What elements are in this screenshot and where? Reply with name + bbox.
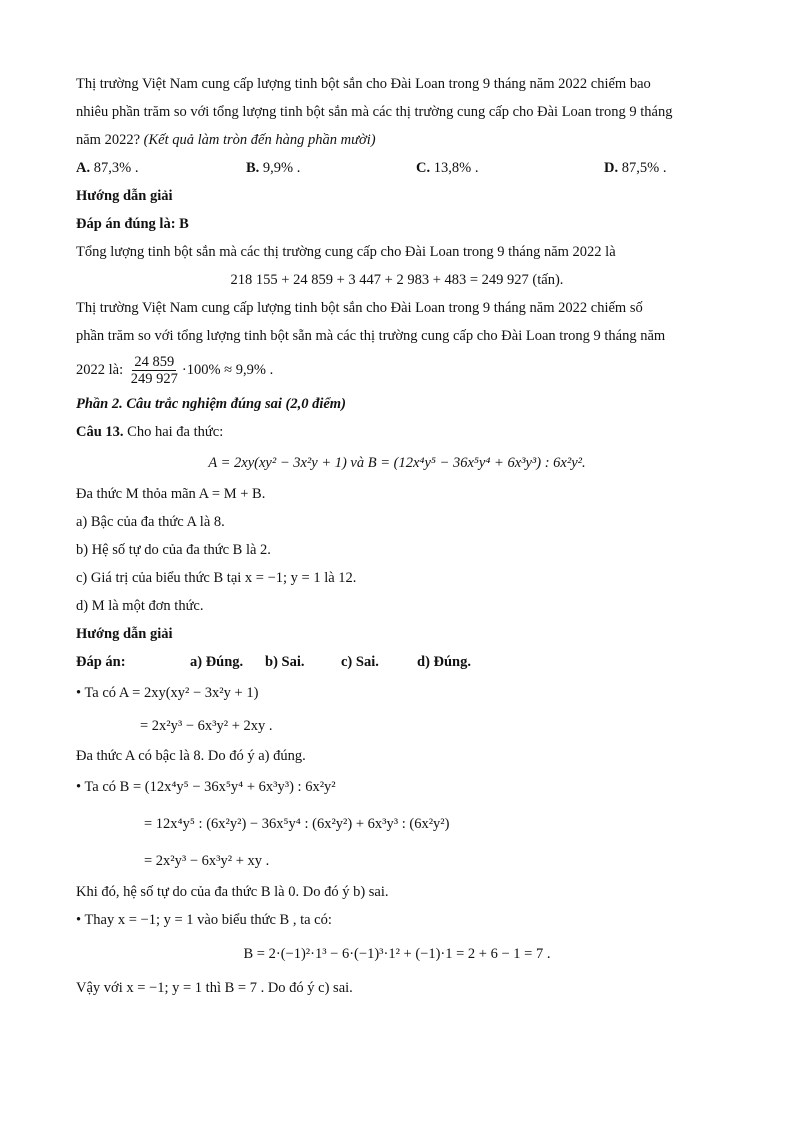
q13-answer-b: b) Sai. [265,654,305,670]
q13-step2-d: Khi đó, hệ số tự do của đa thức B là 0. Do đó ý b) sai. [76,884,389,900]
q12-percent-line-1: Thị trường Việt Nam cung cấp lượng tinh bột sắn cho Đài Loan trong 9 tháng năm 2022 chiếm số [76,300,643,316]
choice-c-letter: C. [416,160,431,176]
q12-guide-title: Hướng dẫn giải [76,188,173,204]
q13-step2-b: = 12x⁴y⁵ : (6x²y²) − 36x⁵y⁴ : (6x²y²) + 6x³y³ : (6x²y²) [144,816,450,832]
q13-answer-row [76,648,718,676]
q13-header [76,418,718,446]
part2-heading: Phần 2. Câu trắc nghiệm đúng sai (2,0 điểm) [76,396,346,412]
q13-label: Câu 13. [76,424,124,440]
q13-m-line: Đa thức M thỏa mãn A = M + B. [76,486,266,502]
choice-b-value: 9,9% . [262,160,301,176]
q13-statement-c: c) Giá trị của biểu thức B tại x = −1; y = 1 là 12. [76,570,357,586]
q12-percent-line-3 [76,350,718,390]
document-page [76,70,718,1002]
q13-intro: Cho hai đa thức: [127,424,224,440]
q12-choices [76,154,718,182]
q13-step3-b: B = 2·(−1)²·1³ − 6·(−1)³·1² + (−1)·1 = 2 + 6 − 1 = 7 . [243,946,551,962]
choice-c-value: 13,8% . [433,160,479,176]
q12-correct-answer: Đáp án đúng là: B [76,216,189,232]
q13-step2-a: • Ta có B = (12x⁴y⁵ − 36x⁵y⁴ + 6x³y³) : 6x²y² [76,779,336,795]
q13-answer-c: c) Sai. [341,654,379,670]
q12-fraction [129,354,180,387]
q13-step1-a: • Ta có A = 2xy(xy² − 3x²y + 1) [76,685,259,701]
q12-rounding-note: (Kết quả làm tròn đến hàng phần mười) [143,132,376,148]
q13-answer-a: a) Đúng. [190,654,244,670]
q12-percent-suffix: ·100% ≈ 9,9% . [181,362,274,378]
q13-answer-d: d) Đúng. [417,654,471,670]
q12-stem-line-1: Thị trường Việt Nam cung cấp lượng tinh bột sắn cho Đài Loan trong 9 tháng năm 2022 chiếm bao [76,76,651,92]
choice-d-value: 87,5% . [621,160,667,176]
choice-a-letter: A. [76,160,91,176]
q13-formula-ab: A = 2xy(xy² − 3x²y + 1) và B = (12x⁴y⁵ − 36x⁵y⁴ + 6x³y³) : 6x²y². [208,455,586,471]
q13-statement-d: d) M là một đơn thức. [76,598,204,614]
q12-total-line: Tổng lượng tinh bột sắn mà các thị trường cung cấp cho Đài Loan trong 9 tháng năm 2022 là [76,244,616,260]
q13-guide-title: Hướng dẫn giải [76,626,173,642]
q12-stem-line-3 [76,126,718,154]
q12-fraction-denominator: 249 927 [130,371,178,388]
q13-answer-label: Đáp án: [76,654,126,670]
q12-fraction-numerator: 24 859 [134,354,175,371]
q13-step1-c: Đa thức A có bậc là 8. Do đó ý a) đúng. [76,748,306,764]
q13-step3-c: Vậy với x = −1; y = 1 thì B = 7 . Do đó ý c) sai. [76,980,353,996]
choice-c[interactable] [416,154,604,182]
choice-b[interactable] [246,154,416,182]
choice-b-letter: B. [246,160,260,176]
q12-stem-line-2: nhiêu phần trăm so với tổng lượng tinh bột sắn mà các thị trường cung cấp cho Đài Loan trong 9 tháng [76,104,673,120]
choice-a[interactable] [76,154,246,182]
choice-a-value: 87,3% . [93,160,139,176]
q12-percent-line-2: phần trăm so với tổng lượng tinh bột sẵn mà các thị trường cung cấp cho Đài Loan trong 9 tháng năm [76,328,666,344]
q12-total-formula: 218 155 + 24 859 + 3 447 + 2 983 + 483 = 249 927 (tấn). [230,272,564,288]
q13-statement-b: b) Hệ số tự do của đa thức B là 2. [76,542,271,558]
q12-percent-prefix: 2022 là: [76,362,124,378]
choice-d[interactable] [604,154,718,182]
choice-d-letter: D. [604,160,619,176]
q12-stem-text: năm 2022? [76,132,141,148]
q13-step3-a: • Thay x = −1; y = 1 vào biểu thức B , ta có: [76,912,332,928]
q13-step2-c: = 2x²y³ − 6x³y² + xy . [144,853,270,869]
q13-statement-a: a) Bậc của đa thức A là 8. [76,514,225,530]
q13-step1-b: = 2x²y³ − 6x³y² + 2xy . [140,718,273,734]
